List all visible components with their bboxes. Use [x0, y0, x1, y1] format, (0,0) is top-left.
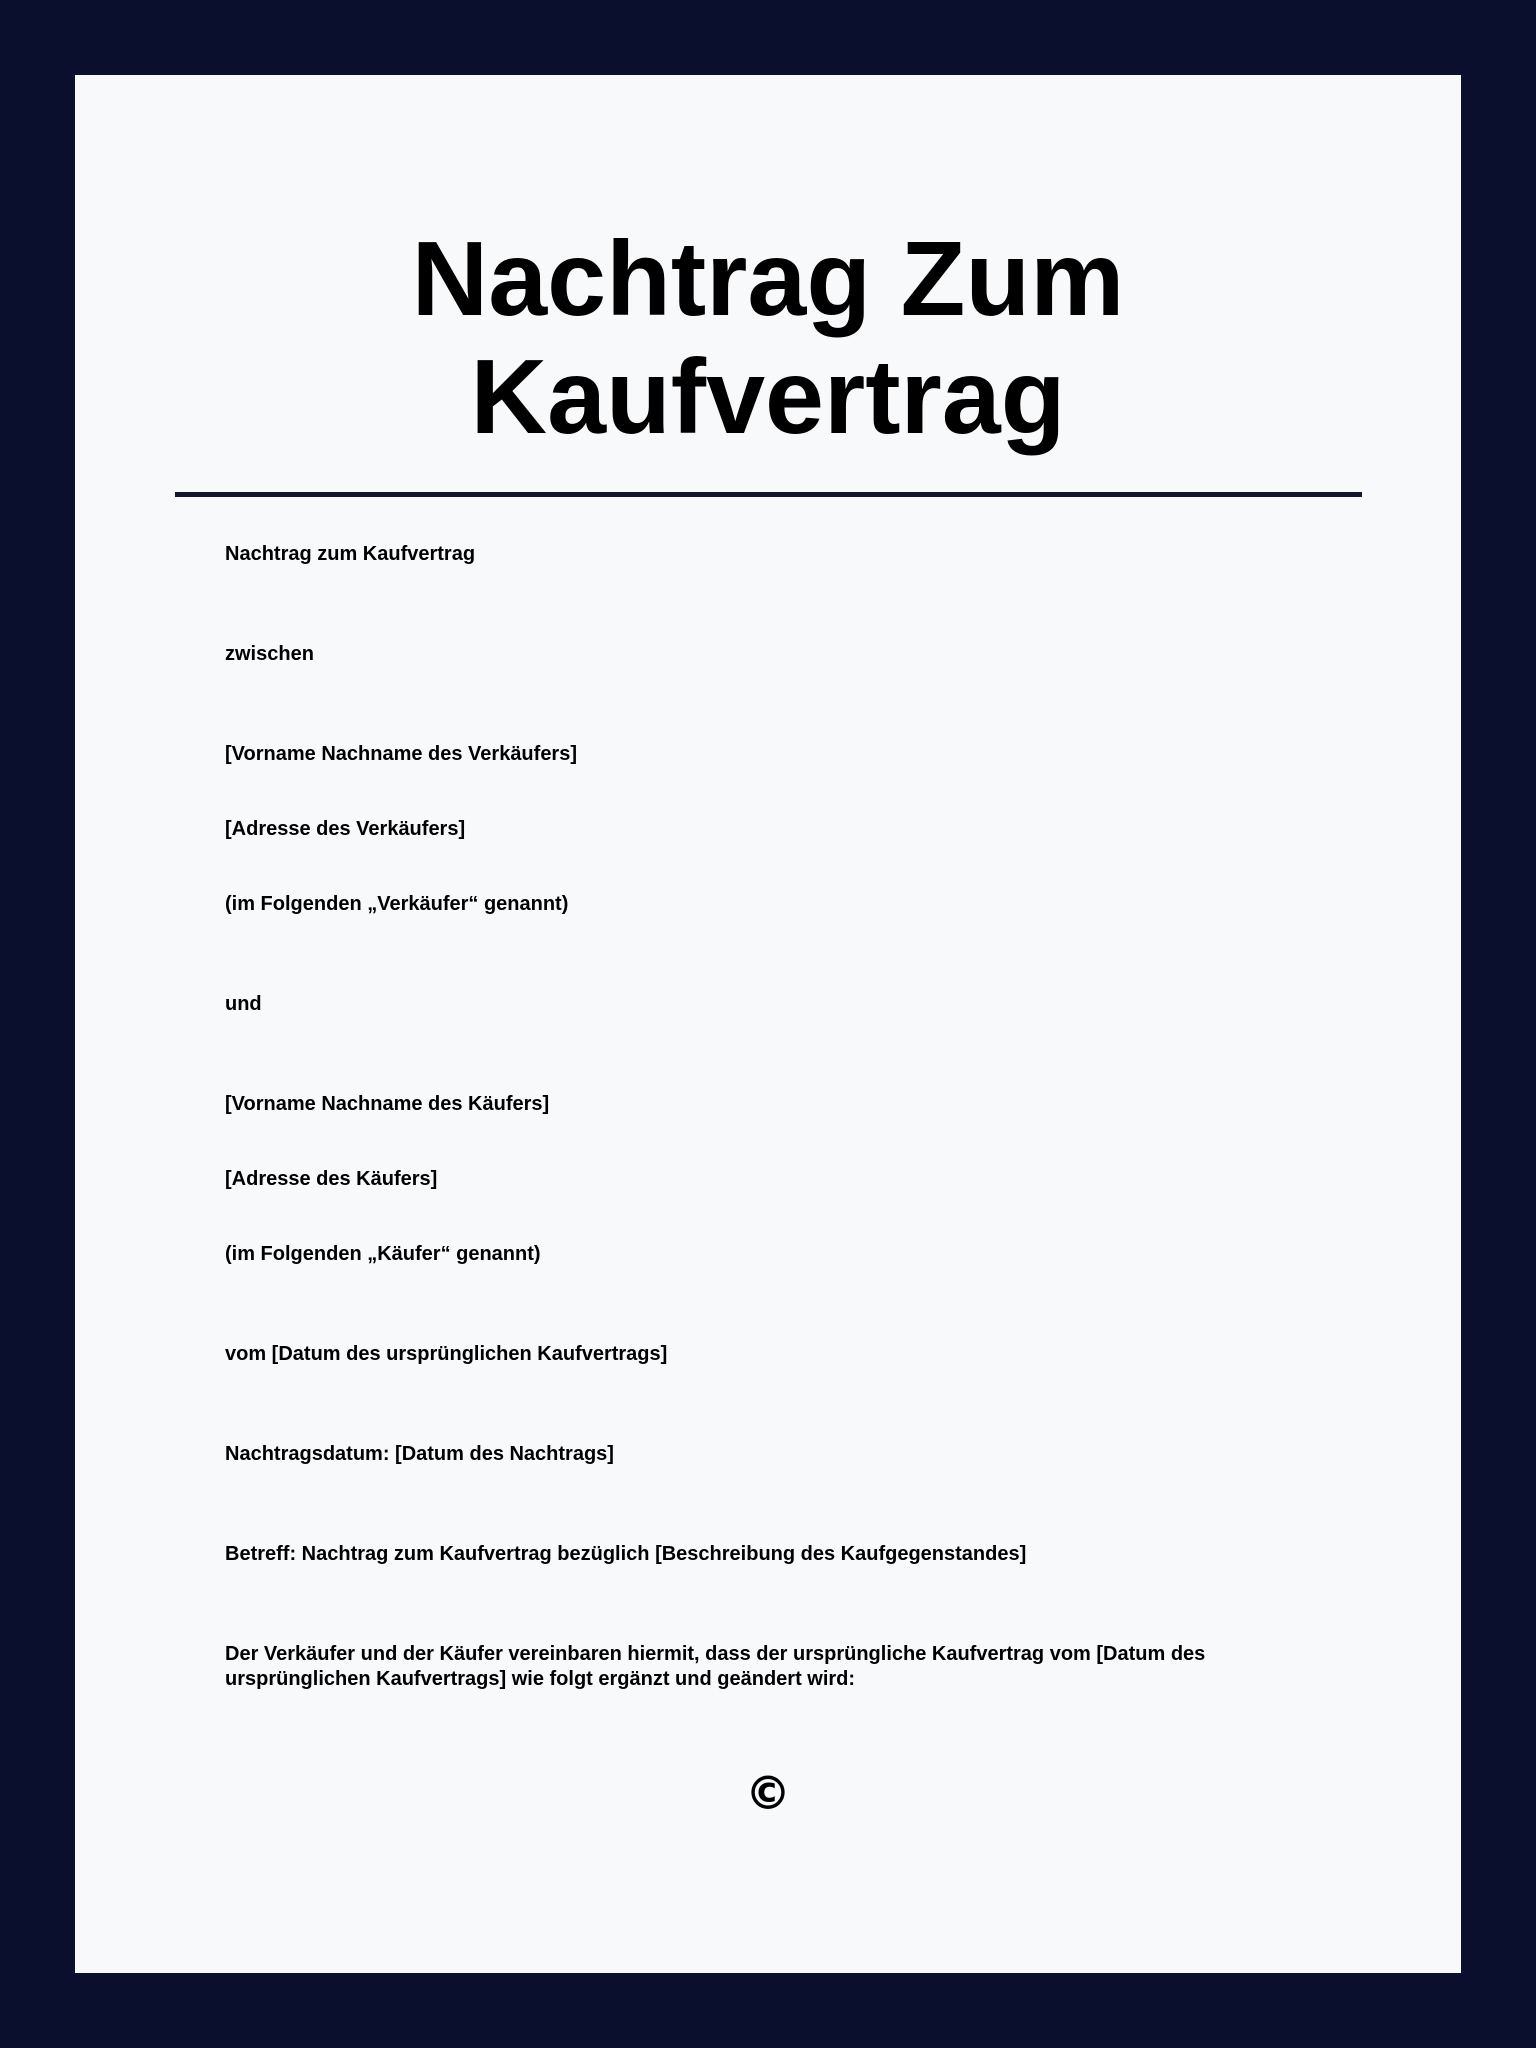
seller-name: [Vorname Nachname des Verkäufers]: [225, 743, 578, 765]
title-line-2: Kaufvertrag: [470, 338, 1066, 456]
between-text: zwischen: [225, 643, 314, 665]
subject-line: Betreff: Nachtrag zum Kaufvertrag bezüglich [Beschreibung des Kaufgegenstandes]: [225, 1543, 1027, 1565]
agreement-paragraph: Der Verkäufer und der Käufer vereinbaren hiermit, dass der ursprüngliche Kaufvertrag vom [Datum des ursprünglichen Kaufvertrags] wie folgt ergänzt und geändert wird:: [225, 1643, 1206, 1690]
buyer-address: [Adresse des Käufers]: [225, 1168, 438, 1190]
title-divider: [175, 492, 1362, 497]
document-heading: Nachtrag zum Kaufvertrag: [225, 543, 476, 565]
seller-note: (im Folgenden „Verkäufer“ genannt): [225, 893, 569, 915]
and-text: und: [225, 993, 262, 1015]
copyright-icon: ©: [745, 1766, 791, 1820]
document-page: [75, 75, 1461, 1973]
buyer-name: [Vorname Nachname des Käufers]: [225, 1093, 550, 1115]
original-contract-date: vom [Datum des ursprünglichen Kaufvertrags]: [225, 1343, 668, 1365]
title-line-1: Nachtrag Zum: [411, 220, 1125, 338]
buyer-note: (im Folgenden „Käufer“ genannt): [225, 1243, 541, 1265]
amendment-date: Nachtragsdatum: [Datum des Nachtrags]: [225, 1443, 614, 1465]
seller-address: [Adresse des Verkäufers]: [225, 818, 466, 840]
document-title: [75, 220, 1461, 456]
